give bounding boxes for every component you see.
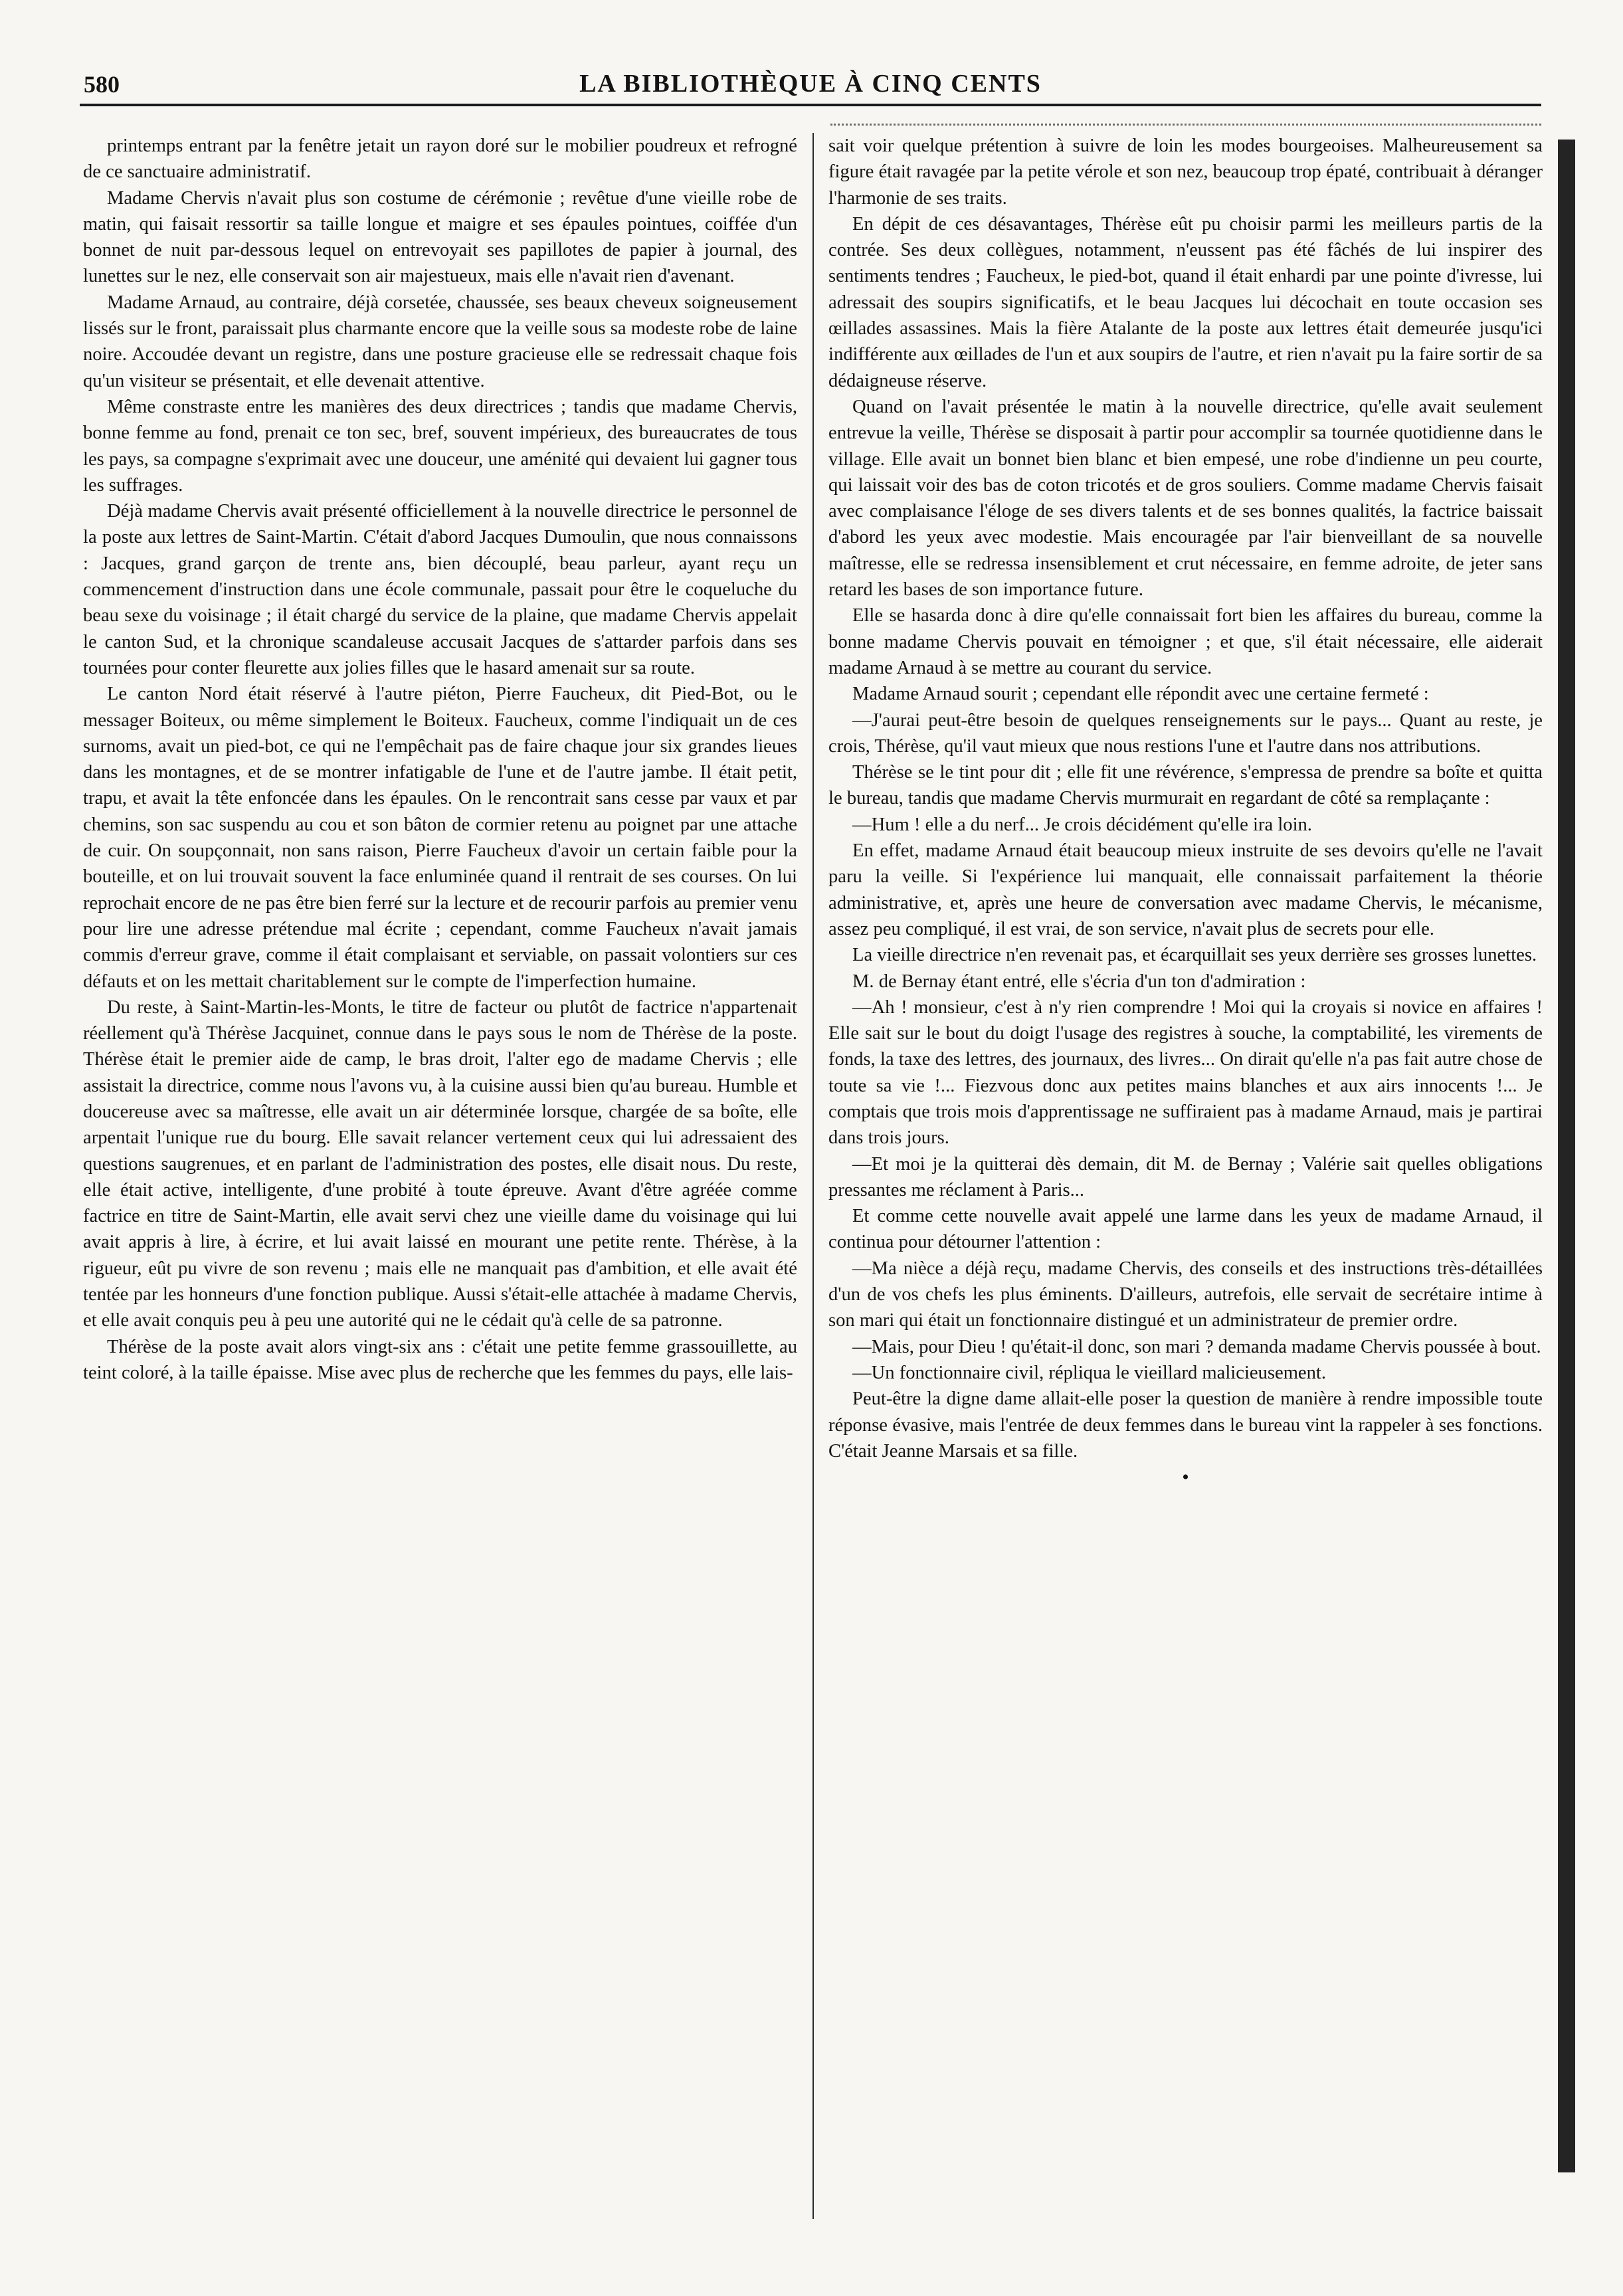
text-column-left: [83, 133, 797, 2219]
paragraph: Et comme cette nouvelle avait appelé une larme dans les yeux de madame Arnaud, il continua pour détourner l'attention :: [828, 1206, 1543, 1253]
paragraph: —Mais, pour Dieu ! qu'était-il donc, son mari ? demanda madame Chervis poussée à bout.: [852, 1336, 1541, 1357]
paragraph: printemps entrant par la fenêtre jetait un rayon doré sur le mobilier poudreux et refrogné de ce sanctuaire administratif.: [83, 136, 797, 183]
paragraph: En effet, madame Arnaud était beaucoup mieux instruite de ses devoirs qu'elle ne l'avait paru la veille. Si l'expérience lui manquait, elle connaissait parfaitement la théorie administrative, et, après une heure de conversation avec madame Chervis, le mécanisme, assez peu compliqué, il est vrai, de son service, n'avait plus de secrets pour elle.: [828, 840, 1543, 939]
paragraph: Le canton Nord était réservé à l'autre piéton, Pierre Faucheux, dit Pied-Bot, ou le messager Boiteux, ou même simplement le Boiteux. Faucheux, comme l'indiquait un de ces surnoms, avait un pied-bot, ce qui ne l'empêchait pas de faire chaque jour six grandes lieues dans les montagnes, et de se montrer infatigable de l'une et de l'autre jambe. Il était petit, trapu, et avait la tête enfoncée dans les épaules. On le rencontrait sans cesse par vaux et par chemins, son sac suspendu au cou et son bâton de cormier retenu au poignet par une attache de cuir. On soupçonnait, non sans raison, Pierre Faucheux d'avoir un certain faible pour la bouteille, et on lui trouvait souvent la face enluminée quand il rentrait de ses courses. On lui reprochait encore de ne pas être bien ferré sur la lecture et de recourir parfois au premier venu pour lire une adresse prétendue mal écrite ; cependant, comme Faucheux n'avait jamais commis d'erreur grave, comme il était complaisant et serviable, on passait volontiers sur ces défauts et on les mettait charitablement sur le compte de l'imperfection humaine.: [83, 684, 797, 992]
column-divider: [812, 133, 814, 2219]
paragraph: Quand on l'avait présentée le matin à la nouvelle directrice, qu'elle avait seulement entrevue la veille, Thérèse se disposait à partir pour accomplir sa tournée quotidienne dans le village. Elle avait un bonnet bien blanc et bien empesé, une robe d'indienne un peu courte, qui laissait voir des bas de coton tricotés et de gros souliers. Comme madame Chervis faisait avec complaisance l'éloge de ses divers talents et de ses bonnes qualités, la factrice baissait d'abord les yeux avec modestie. Mais encouragée par l'air bienveillant de sa nouvelle maîtresse, elle se redressa insensiblement et crut nécessaire, en femme adroite, de jeter sans retard les bases de son importance future.: [828, 396, 1543, 601]
paragraph: —J'aurai peut-être besoin de quelques renseignements sur le pays... Quant au reste, je crois, Thérèse, qu'il vaut mieux que nous restions l'une et l'autre dans nos attributions.: [828, 710, 1543, 757]
paragraph: Thérèse se le tint pour dit ; elle fit une révérence, s'empressa de prendre sa boîte et quitta le bureau, tandis que madame Chervis murmurait en regardant de côté sa remplaçante :: [828, 762, 1543, 809]
paragraph: —Ma nièce a déjà reçu, madame Chervis, des conseils et des instructions très-détaillées d'un de vos chefs les plus éminents. D'ailleurs, autrefois, elle servait de secrétaire intime à son mari qui était un fonctionnaire distingué et un administrateur de premier ordre.: [828, 1258, 1543, 1331]
paragraph: Déjà madame Chervis avait présenté officiellement à la nouvelle directrice le personnel de la poste aux lettres de Saint-Martin. C'était d'abord Jacques Dumoulin, que nous connaissons : Jacques, grand garçon de trente ans, bien découplé, beau parleur, ayant reçu un commencement d'instruction dans une école communale, passait pour être le coqueluche du beau sexe du voisinage ; il était chargé du service de la plaine, que madame Chervis appelait le canton Sud, et la chronique scandaleuse accusait Jacques de s'attarder parfois dans ses tournées pour conter fleurette aux jolies filles que le hasard amenait sur sa route.: [83, 501, 797, 678]
paragraph: La vieille directrice n'en revenait pas, et écarquillait ses yeux derrière ses grosses lunettes.: [852, 945, 1537, 966]
header-dotted-rule: [830, 124, 1541, 126]
paragraph: Elle se hasarda donc à dire qu'elle connaissait fort bien les affaires du bureau, comme la bonne madame Chervis pouvait en témoigner ; et que, s'il était nécessaire, elle aiderait madame Arnaud à se mettre au courant du service.: [828, 605, 1543, 678]
text-column-right: [828, 133, 1543, 2219]
scan-edge-shadow: [1558, 140, 1575, 2172]
paragraph: —Ah ! monsieur, c'est à n'y rien comprendre ! Moi qui la croyais si novice en affaires ! Elle sait sur le bout du doigt l'usage des registres à souche, la comptabilité, les virements de fonds, la taxe des lettres, des journaux, des livres... On dirait qu'elle n'a pas fait autre chose de toute sa vie !... Fiezvous donc aux petites mains blanches et aux airs innocents !... Je comptais que trois mois d'apprentissage ne suffiraient pas à madame Arnaud, mais je partirai dans trois jours.: [828, 997, 1543, 1149]
end-ornament: •: [1182, 1466, 1189, 1489]
page-number: 580: [84, 71, 120, 98]
paragraph: —Un fonctionnaire civil, répliqua le vieillard malicieusement.: [852, 1362, 1327, 1383]
paragraph: En dépit de ces désavantages, Thérèse eût pu choisir parmi les meilleurs partis de la contrée. Ses deux collègues, notamment, n'eussent pas été fâchés de lui inspirer des sentiments tendres ; Faucheux, le pied-bot, quand il était enhardi par une pointe d'ivresse, lui adressait des soupirs significatifs, et le beau Jacques lui décochait en toute occasion ses œillades assassines. Mais la fière Atalante de la poste aux lettres était demeurée jusqu'ici indifférente aux œillades de l'un et aux soupirs de l'autre, et rien n'avait pu la faire sortir de sa dédaigneuse réserve.: [828, 213, 1543, 391]
paragraph: Thérèse de la poste avait alors vingt-six ans : c'était une petite femme grassouillette, au teint coloré, à la taille épaisse. Mise avec plus de recherche que les femmes du pays, elle lais-: [83, 1336, 797, 1383]
paragraph: M. de Bernay étant entré, elle s'écria d'un ton d'admiration :: [852, 971, 1306, 992]
paragraph: Peut-être la digne dame allait-elle poser la question de manière à rendre impossible toute réponse évasive, mais l'entrée de deux femmes dans le bureau vint la rappeler à ses fonctions. C'était Jeanne Marsais et sa fille.: [828, 1388, 1543, 1462]
page-header: [80, 64, 1541, 106]
paragraph: Madame Arnaud sourit ; cependant elle répondit avec une certaine fermeté :: [852, 684, 1429, 705]
running-title: LA BIBLIOTHÈQUE À CINQ CENTS: [579, 70, 1042, 98]
paragraph: —Hum ! elle a du nerf... Je crois décidément qu'elle ira loin.: [852, 814, 1312, 835]
paragraph: Du reste, à Saint-Martin-les-Monts, le titre de facteur ou plutôt de factrice n'appartenait réellement qu'à Thérèse Jacquinet, connue dans le pays sous le nom de Thérèse de la poste. Thérèse était le premier aide de camp, le bras droit, l'alter ego de madame Chervis ; elle assistait la directrice, comme nous l'avons vu, à la cuisine aussi bien qu'au bureau. Humble et doucereuse avec sa maîtresse, elle avait un air déterminée lorsque, chargée de sa boîte, elle arpentait l'unique rue du bourg. Elle savait relancer vertement ceux qui lui adressaient des questions saugrenues, et en parlant de l'administration des postes, elle disait nous. Du reste, elle était active, intelligente, d'une probité à toute épreuve. Avant d'être agréée comme factrice en titre de Saint-Martin, elle avait servi chez une vieille dame du voisinage qui lui avait appris à lire, à écrire, et lui avait laissé en mourant une petite rente. Thérèse, à la rigueur, eût pu vivre de son revenu ; mais elle ne manquait pas d'ambition, et elle avait été tentée par les honneurs d'une fonction publique. Aussi s'était-elle attachée à madame Chervis, et elle avait conquis peu à peu une autorité qui ne le cédait qu'à celle de sa patronne.: [83, 997, 797, 1331]
paragraph: —Et moi je la quitterai dès demain, dit M. de Bernay ; Valérie sait quelles obligations pressantes me réclament à Paris...: [828, 1153, 1543, 1200]
paragraph: Madame Arnaud, au contraire, déjà corsetée, chaussée, ses beaux cheveux soigneusement lissés sur le front, paraissait plus charmante encore que la veille sous sa modeste robe de laine noire. Accoudée devant un registre, dans une posture gracieuse elle se redressait chaque fois qu'un visiteur se présentait, et elle devenait attentive.: [83, 292, 797, 391]
paragraph: Madame Chervis n'avait plus son costume de cérémonie ; revêtue d'une vieille robe de matin, qui faisait ressortir sa taille longue et maigre et ses épaules pointues, coiffée d'un bonnet de nuit par-dessous lequel on entrevoyait ses papillotes de papier à journal, des lunettes sur le nez, elle conservait son air majestueux, mais elle n'avait rien d'avenant.: [83, 187, 797, 287]
paragraph: Même constraste entre les manières des deux directrices ; tandis que madame Chervis, bonne femme au fond, prenait ce ton sec, bref, souvent impérieux, des bureaucrates de tous les pays, sa compagne s'exprimait avec une douceur, une aménité qui devaient lui gagner tous les suffrages.: [83, 396, 797, 496]
paragraph: sait voir quelque prétention à suivre de loin les modes bourgeoises. Malheureusement sa figure était ravagée par la petite vérole et son nez, beaucoup trop épaté, contribuait à déranger l'harmonie de ses traits.: [828, 136, 1543, 209]
